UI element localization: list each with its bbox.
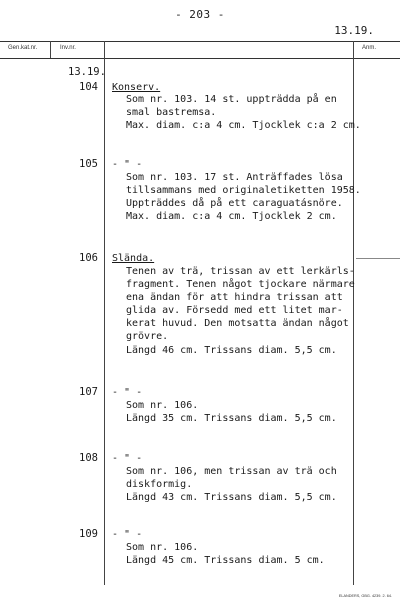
entry-line: Max. diam. c:a 4 cm. Tjocklek c:a 2 cm. xyxy=(126,120,361,131)
entry-line: fragment. Tenen något tjockare närmare xyxy=(126,279,355,290)
entry-number: 105 xyxy=(79,158,98,170)
entry-line: Som nr. 106. xyxy=(126,542,199,553)
catalog-reference: 13.19. xyxy=(334,24,374,37)
entry-line: Max. diam. c:a 4 cm. Tjocklek 2 cm. xyxy=(126,211,337,222)
margin-mark xyxy=(356,258,400,259)
entry-line: Längd 45 cm. Trissans diam. 5 cm. xyxy=(126,555,325,566)
entry-number: 104 xyxy=(79,81,98,93)
entry-line: ena ändan för att hindra trissan att xyxy=(126,292,343,303)
entry-line: Som nr. 103. 14 st. uppträdda på en xyxy=(126,94,337,105)
entry-ditto: - " - xyxy=(112,453,143,464)
entry-ditto: - " - xyxy=(112,529,143,540)
header-bottom-rule xyxy=(0,58,400,59)
printer-mark: ELANDERS, GBG. 4239. 2. 64. xyxy=(338,594,392,598)
column-header-anm: Anm. xyxy=(362,45,377,51)
header-top-rule xyxy=(0,41,400,42)
entry-line: kerat huvud. Den motsatta ändan något xyxy=(126,318,349,329)
column-divider-1 xyxy=(50,41,51,58)
entry-number: 106 xyxy=(79,252,98,264)
entry-line: Som nr. 106, men trissan av trä och xyxy=(126,466,337,477)
page-number: - 203 - xyxy=(175,8,225,21)
entry-number: 108 xyxy=(79,452,98,464)
entry-title: Konserv. xyxy=(112,82,161,93)
entry-line: Som nr. 103. 17 st. Anträffades lösa xyxy=(126,172,343,183)
entry-ditto: - " - xyxy=(112,387,143,398)
entry-line: Uppträddes då på ett caraguatásnöre. xyxy=(126,198,343,209)
entry-number: 109 xyxy=(79,528,98,540)
entry-line: glida av. Försedd med ett litet mar- xyxy=(126,305,343,316)
entry-title: Slända. xyxy=(112,253,155,264)
entry-line: smal bastremsa. xyxy=(126,107,217,118)
inventory-date: 13.19. xyxy=(68,66,106,78)
entry-line: Längd 46 cm. Trissans diam. 5,5 cm. xyxy=(126,345,337,356)
entry-line: grövre. xyxy=(126,331,169,342)
entry-ditto: - " - xyxy=(112,159,143,170)
entry-line: Längd 43 cm. Trissans diam. 5,5 cm. xyxy=(126,492,337,503)
entry-number: 107 xyxy=(79,386,98,398)
entry-line: diskformig. xyxy=(126,479,193,490)
entry-line: Längd 35 cm. Trissans diam. 5,5 cm. xyxy=(126,413,337,424)
column-divider-2 xyxy=(104,41,105,585)
entry-line: tillsammans med originaletiketten 1958. xyxy=(126,185,361,196)
entry-line: Som nr. 106. xyxy=(126,400,199,411)
column-header-gen-kat: Gen.kat.nr. xyxy=(8,45,38,51)
entry-line: Tenen av trä, trissan av ett lerkärls- xyxy=(126,266,355,277)
column-header-inv: Inv.nr. xyxy=(60,45,76,51)
